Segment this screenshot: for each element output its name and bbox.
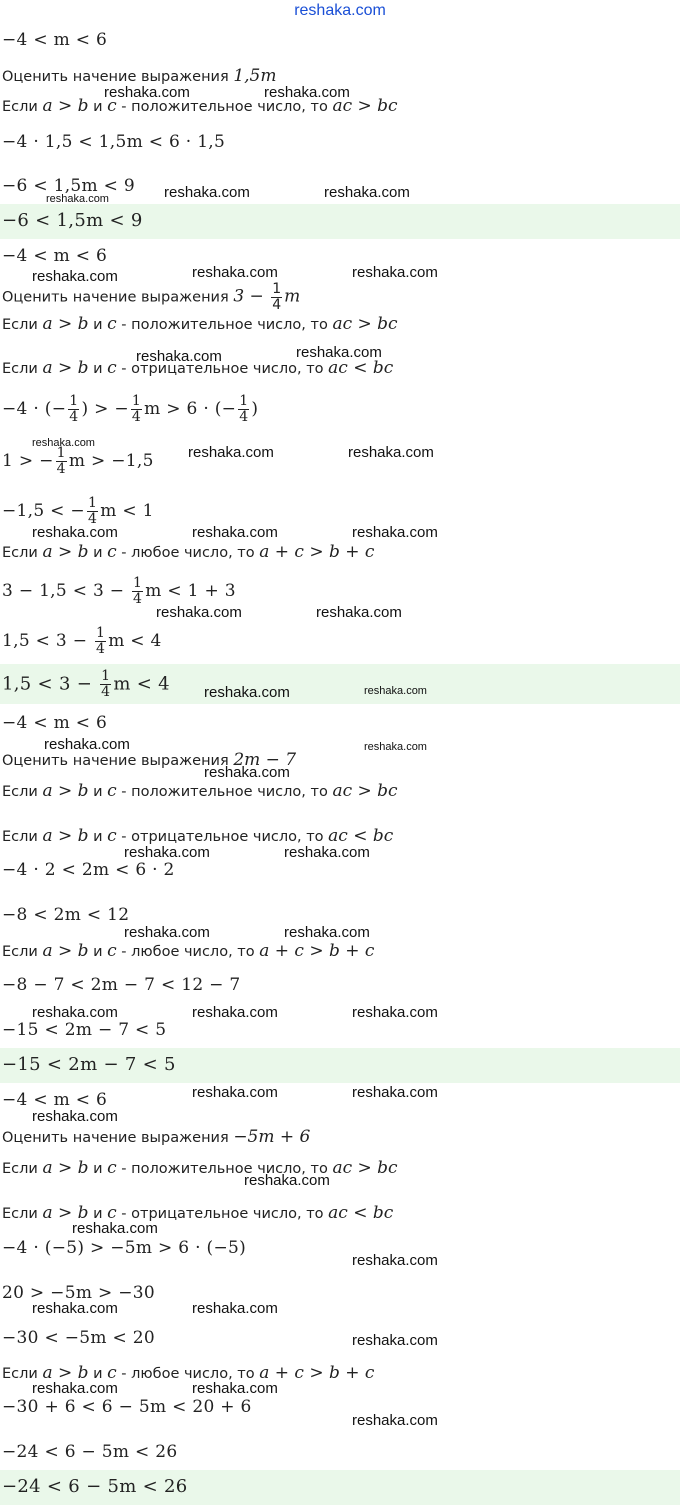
- rule-text: Если: [2, 545, 43, 561]
- rule-math: c: [107, 1203, 117, 1223]
- rule-math: a > b: [42, 358, 89, 378]
- task-line: [2, 1127, 310, 1147]
- watermark: reshaka.com: [32, 1380, 118, 1397]
- watermark: reshaka.com: [316, 604, 402, 621]
- answer-row: [0, 204, 680, 239]
- rule-positive: [2, 781, 398, 801]
- rule-text: и: [88, 944, 108, 960]
- rule-math: a > b: [42, 1203, 89, 1223]
- watermark: reshaka.com: [352, 1004, 438, 1021]
- watermark: reshaka.com: [244, 1172, 330, 1189]
- rule-text: Если: [2, 1366, 43, 1382]
- answer-row: [0, 1048, 680, 1083]
- rule-math: ac < bc: [328, 1203, 394, 1223]
- rule-text: и: [88, 784, 108, 800]
- answer-text: 1,5 < 3 − $\frac{1}{4}$ m < 4: [2, 668, 170, 700]
- rule-math: c: [107, 1158, 117, 1178]
- watermark: reshaka.com: [32, 1300, 118, 1317]
- rule-math: ac > bc: [332, 314, 398, 334]
- rule-math: a > b: [42, 1158, 89, 1178]
- watermark: reshaka.com: [192, 1380, 278, 1397]
- rule-math: c: [107, 314, 117, 334]
- site-title[interactable]: reshaka.com: [294, 2, 386, 19]
- rule-text: - положительное число, то: [116, 99, 333, 115]
- watermark: reshaka.com: [364, 685, 427, 697]
- rule-text: Если: [2, 361, 43, 377]
- watermark: reshaka.com: [72, 1220, 158, 1237]
- step-line: −1,5 < − $\frac{1}{4}$ m < 1: [2, 495, 154, 527]
- rule-text: - любое число, то: [116, 944, 260, 960]
- given-inequality: −4 < m < 6: [2, 246, 108, 266]
- rule-text: - положительное число, то: [116, 784, 333, 800]
- task-expression: −5m + 6: [233, 1127, 311, 1147]
- step-line: 1 > − $\frac{1}{4}$ m > −1,5: [2, 445, 154, 477]
- rule-text: Если: [2, 829, 43, 845]
- rule-math: c: [107, 826, 117, 846]
- rule-math: c: [107, 781, 117, 801]
- answer-row: [0, 1470, 680, 1505]
- rule-math: a > b: [42, 542, 89, 562]
- watermark: reshaka.com: [136, 348, 222, 365]
- watermark: reshaka.com: [352, 264, 438, 281]
- rule-math: c: [107, 542, 117, 562]
- rule-math: a > b: [42, 96, 89, 116]
- answer-text: −6 < 1,5m < 9: [2, 210, 143, 231]
- rule-text: и: [88, 1161, 108, 1177]
- step-line: −30 + 6 < 6 − 5m < 20 + 6: [2, 1397, 252, 1417]
- watermark: reshaka.com: [44, 736, 130, 753]
- task-line: Оценить начение выражения 3 − $\frac{1}{4}$ m: [2, 281, 301, 313]
- watermark: reshaka.com: [284, 844, 370, 861]
- watermark: reshaka.com: [296, 344, 382, 361]
- rule-math: a > b: [42, 314, 89, 334]
- watermark: reshaka.com: [324, 184, 410, 201]
- task-text: Оценить начение выражения: [2, 69, 234, 85]
- step-line: −4 · 2 < 2m < 6 · 2: [2, 860, 175, 880]
- watermark: reshaka.com: [192, 264, 278, 281]
- watermark: reshaka.com: [32, 1108, 118, 1125]
- task-text: Оценить начение выражения: [2, 753, 234, 769]
- rule-text: и: [88, 1366, 108, 1382]
- watermark: reshaka.com: [204, 684, 290, 701]
- rule-any: [2, 542, 374, 562]
- rule-text: - отрицательное число, то: [116, 829, 329, 845]
- answer-text: −15 < 2m − 7 < 5: [2, 1054, 176, 1075]
- watermark: reshaka.com: [352, 1412, 438, 1429]
- rule-positive: [2, 1158, 398, 1178]
- rule-text: и: [88, 361, 108, 377]
- rule-text: и: [88, 317, 108, 333]
- watermark: reshaka.com: [124, 844, 210, 861]
- watermark: reshaka.com: [192, 1084, 278, 1101]
- rule-math: a > b: [42, 1363, 89, 1383]
- rule-text: Если: [2, 1161, 43, 1177]
- answer-text: −24 < 6 − 5m < 26: [2, 1476, 188, 1497]
- watermark: reshaka.com: [124, 924, 210, 941]
- watermark: reshaka.com: [348, 444, 434, 461]
- rule-any: [2, 941, 374, 961]
- rule-text: и: [88, 1206, 108, 1222]
- rule-math: c: [107, 358, 117, 378]
- watermark: reshaka.com: [32, 268, 118, 285]
- watermark: reshaka.com: [164, 184, 250, 201]
- watermark: reshaka.com: [192, 1004, 278, 1021]
- watermark: reshaka.com: [32, 1004, 118, 1021]
- rule-text: и: [88, 545, 108, 561]
- rule-math: ac > bc: [332, 1158, 398, 1178]
- rule-math: a + c > b + c: [259, 941, 375, 961]
- step-line: −24 < 6 − 5m < 26: [2, 1442, 178, 1462]
- rule-negative: [2, 826, 393, 846]
- watermark: reshaka.com: [352, 1252, 438, 1269]
- step-line: −8 < 2m < 12: [2, 905, 130, 925]
- rule-text: - положительное число, то: [116, 317, 333, 333]
- step-line: −30 < −5m < 20: [2, 1328, 155, 1348]
- rule-text: Если: [2, 99, 43, 115]
- rule-math: ac < bc: [328, 358, 394, 378]
- rule-math: ac > bc: [332, 781, 398, 801]
- rule-text: - отрицательное число, то: [116, 361, 329, 377]
- task-expression: 1,5m: [233, 66, 277, 86]
- rule-text: - положительное число, то: [116, 1161, 333, 1177]
- watermark: reshaka.com: [156, 604, 242, 621]
- watermark: reshaka.com: [46, 193, 109, 205]
- rule-text: - отрицательное число, то: [116, 1206, 329, 1222]
- rule-text: Если: [2, 317, 43, 333]
- task-line: [2, 66, 276, 86]
- rule-text: и: [88, 829, 108, 845]
- rule-math: a > b: [42, 826, 89, 846]
- watermark: reshaka.com: [284, 924, 370, 941]
- rule-text: Если: [2, 1206, 43, 1222]
- watermark: reshaka.com: [352, 1332, 438, 1349]
- step-line: −8 − 7 < 2m − 7 < 12 − 7: [2, 975, 241, 995]
- watermark: reshaka.com: [264, 84, 350, 101]
- watermark: reshaka.com: [188, 444, 274, 461]
- rule-math: c: [107, 1363, 117, 1383]
- task-expression: 2m − 7: [233, 750, 297, 770]
- rule-text: Если: [2, 944, 43, 960]
- rule-text: Если: [2, 784, 43, 800]
- task-text: Оценить начение выражения: [2, 1130, 234, 1146]
- watermark: reshaka.com: [104, 84, 190, 101]
- rule-math: a + c > b + c: [259, 1363, 375, 1383]
- given-inequality: −4 < m < 6: [2, 713, 108, 733]
- step-line: 20 > −5m > −30: [2, 1283, 155, 1303]
- step-line: −6 < 1,5m < 9: [2, 176, 136, 196]
- step-line: −15 < 2m − 7 < 5: [2, 1020, 167, 1040]
- fraction: $\frac{1}{4}$: [272, 281, 282, 313]
- step-line: −4 · (− $\frac{1}{4}$ ) > − $\frac{1}{4}$ m > 6 · (− $\frac{1}{4}$ ): [2, 393, 259, 425]
- step-line: −4 · 1,5 < 1,5m < 6 · 1,5: [2, 132, 226, 152]
- watermark: reshaka.com: [352, 1084, 438, 1101]
- watermark: reshaka.com: [364, 741, 427, 753]
- watermark: reshaka.com: [32, 524, 118, 541]
- watermark: reshaka.com: [352, 524, 438, 541]
- rule-text: и: [88, 99, 108, 115]
- given-inequality: −4 < m < 6: [2, 1090, 108, 1110]
- watermark: reshaka.com: [192, 524, 278, 541]
- rule-math: ac < bc: [328, 826, 394, 846]
- step-line: −4 · (−5) > −5m > 6 · (−5): [2, 1238, 247, 1258]
- rule-positive: [2, 314, 398, 334]
- rule-text: - любое число, то: [116, 1366, 260, 1382]
- rule-math: a + c > b + c: [259, 542, 375, 562]
- rule-math: a > b: [42, 781, 89, 801]
- rule-math: c: [107, 96, 117, 116]
- given-inequality: −4 < m < 6: [2, 30, 108, 50]
- task-text: Оценить начение выражения: [2, 289, 234, 306]
- watermark: reshaka.com: [32, 437, 95, 449]
- step-line: 3 − 1,5 < 3 − $\frac{1}{4}$ m < 1 + 3: [2, 575, 236, 607]
- rule-math: ac > bc: [332, 96, 398, 116]
- rule-negative: [2, 1203, 393, 1223]
- watermark: reshaka.com: [204, 764, 290, 781]
- task-expression: 3 −: [233, 286, 270, 307]
- answer-row: [0, 664, 680, 704]
- step-line: 1,5 < 3 − $\frac{1}{4}$ m < 4: [2, 625, 162, 657]
- rule-text: - любое число, то: [116, 545, 260, 561]
- rule-math: a > b: [42, 941, 89, 961]
- rule-math: c: [107, 941, 117, 961]
- watermark: reshaka.com: [192, 1300, 278, 1317]
